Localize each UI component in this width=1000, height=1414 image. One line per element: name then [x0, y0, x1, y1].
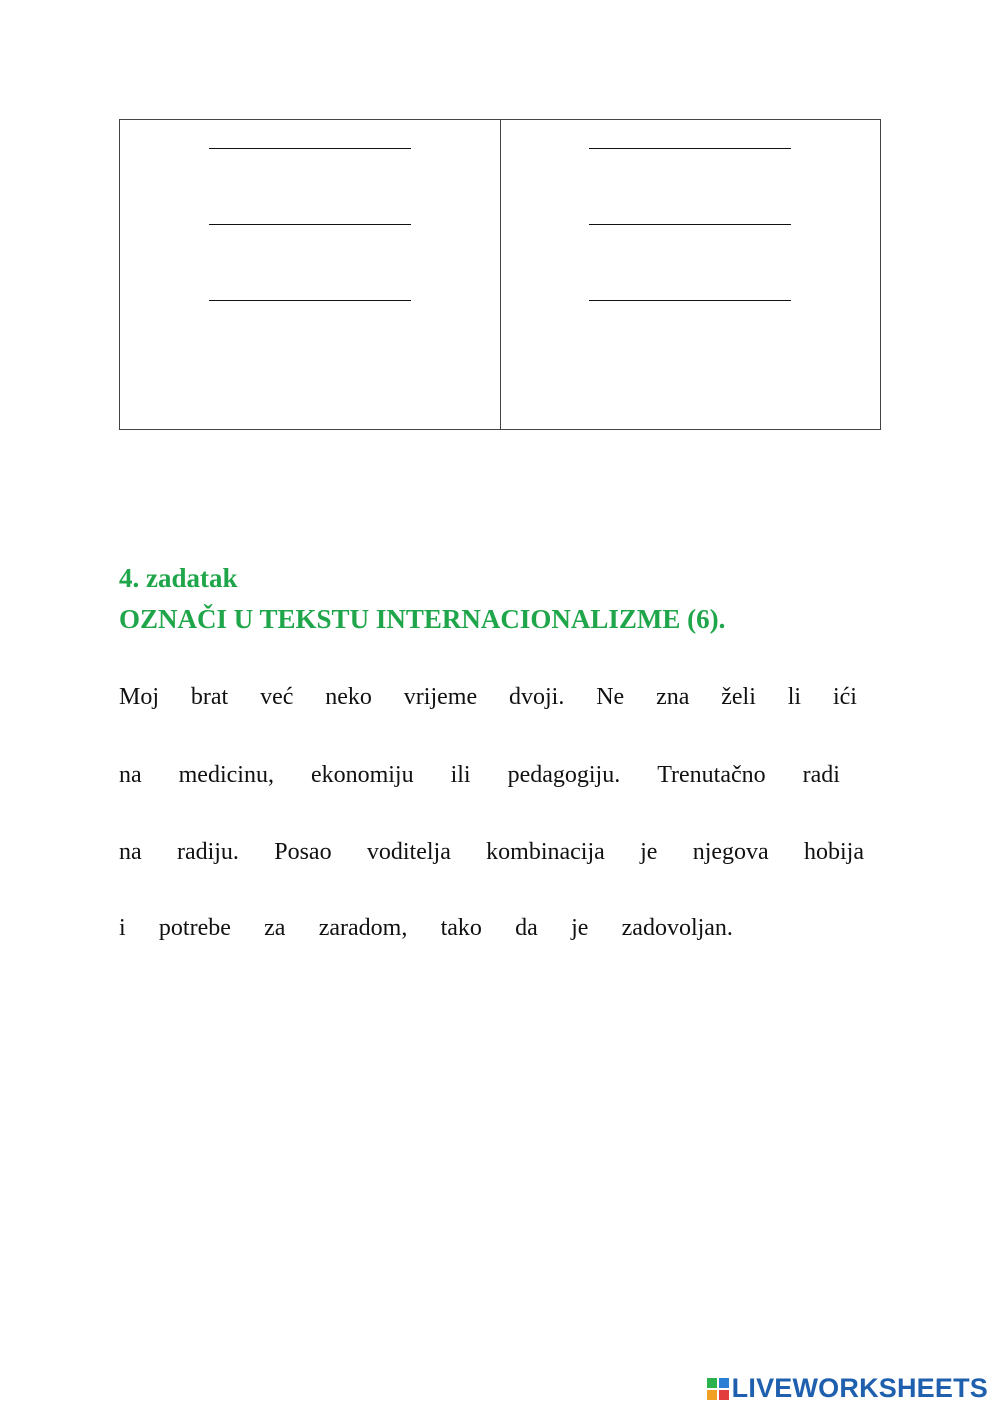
text-line [119, 911, 733, 945]
text-line [119, 835, 864, 869]
text-word[interactable]: Trenutačno [657, 762, 766, 788]
answer-column-right [500, 120, 881, 429]
text-word[interactable]: na [119, 762, 142, 788]
text-word[interactable]: vrijeme [403, 684, 478, 710]
answer-blank[interactable] [589, 224, 791, 225]
text-line [119, 758, 840, 792]
text-word[interactable]: kombinacija [486, 839, 605, 865]
answer-table [119, 119, 881, 430]
text-word[interactable]: ići [832, 684, 857, 710]
text-word[interactable]: već [260, 684, 294, 710]
text-word[interactable]: za [264, 915, 286, 941]
text-word[interactable]: Ne [596, 684, 625, 710]
text-word[interactable]: radi [802, 762, 840, 788]
text-word[interactable]: ekonomiju [310, 762, 414, 788]
task-number: 4. zadatak [119, 563, 238, 593]
answer-column-left [120, 120, 500, 429]
text-word[interactable]: radiju. [176, 839, 239, 865]
text-word[interactable]: je [640, 839, 658, 865]
liveworksheets-logo [707, 1373, 988, 1404]
text-word[interactable]: Posao [274, 839, 332, 865]
answer-blank[interactable] [209, 224, 411, 225]
text-word[interactable]: li [787, 684, 802, 710]
text-word[interactable]: Moj [119, 684, 160, 710]
answer-blank[interactable] [209, 300, 411, 301]
text-word[interactable]: medicinu, [178, 762, 274, 788]
text-word[interactable]: zadovoljan. [621, 915, 733, 941]
text-word[interactable]: dvoji. [508, 684, 565, 710]
text-word[interactable]: njegova [692, 839, 769, 865]
task-instruction: OZNAČI U TEKSTU INTERNACIONALIZME (6). [119, 604, 726, 634]
text-word[interactable]: tako [440, 915, 482, 941]
text-word[interactable]: na [119, 839, 142, 865]
text-word[interactable]: da [515, 915, 538, 941]
liveworksheets-logo-icon [707, 1378, 729, 1400]
text-word[interactable]: i [119, 915, 126, 941]
answer-blank[interactable] [589, 300, 791, 301]
text-word[interactable]: hobija [804, 839, 864, 865]
text-word[interactable]: zna [656, 684, 690, 710]
text-word[interactable]: voditelja [366, 839, 451, 865]
text-word[interactable]: brat [190, 684, 229, 710]
text-word[interactable]: pedagogiju. [507, 762, 621, 788]
text-word[interactable]: ili [450, 762, 471, 788]
logo-text: LIVEWORKSHEETS [731, 1373, 988, 1403]
text-line [119, 680, 857, 714]
text-word[interactable]: zaradom, [318, 915, 408, 941]
text-word[interactable]: želi [721, 684, 756, 710]
text-word[interactable]: je [571, 915, 589, 941]
answer-blank[interactable] [589, 148, 791, 149]
answer-blank[interactable] [209, 148, 411, 149]
text-word[interactable]: potrebe [158, 915, 231, 941]
text-word[interactable]: neko [325, 684, 372, 710]
